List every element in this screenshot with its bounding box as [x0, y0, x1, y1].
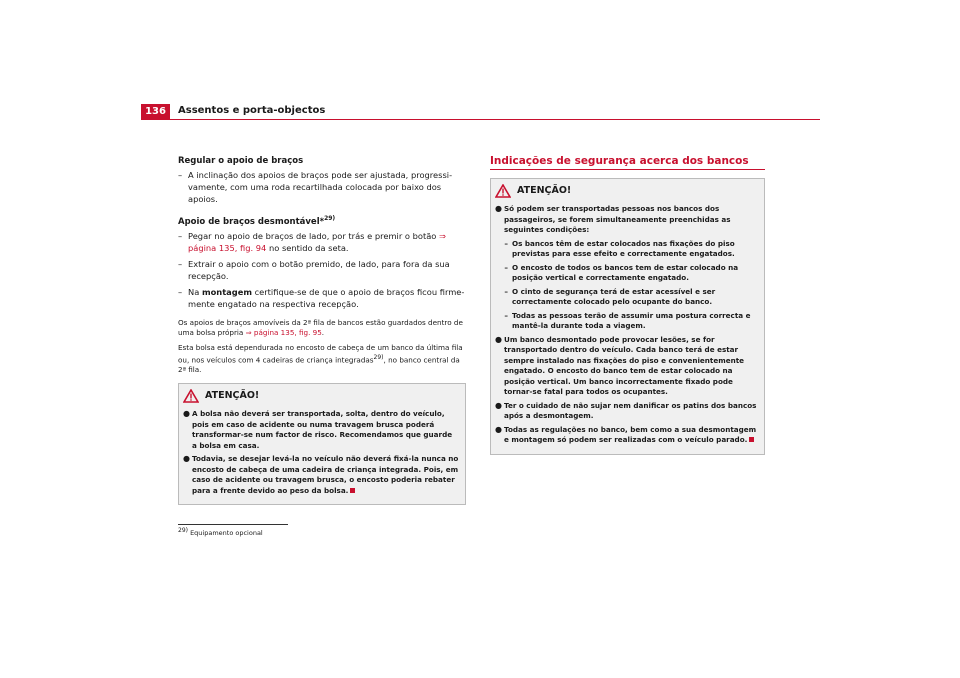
running-title: Assentos e porta-objectos	[178, 105, 326, 116]
warning-subitem: – Todas as pessoas terão de assumir uma postura correcta e mantê-la durante toda a viagem.	[504, 310, 751, 330]
right-column	[490, 155, 765, 455]
warning-box	[490, 178, 765, 455]
footnote-ref: 29)	[324, 215, 336, 222]
warning-subitem: – O encosto de todos os bancos tem de estar colocado na posição vertical e correctamente engatado.	[504, 262, 739, 282]
warning-label: ATENÇÃO!	[517, 184, 572, 196]
list-item: – Pegar no apoio de braços de lado, por trás e premir o botão ⇒ página 135, fig. 94 no sentido da seta.	[178, 230, 446, 253]
warning-bullet: ● Todas as regulações no banco, bem como a sua desmontagem e montagem só podem ser realizadas com o veículo parado.	[495, 424, 757, 444]
list-item: – Extrair o apoio com o botão premido, de lado, para fora da sua recepção.	[178, 258, 450, 281]
page-reference-link[interactable]: ⇒ página 135, fig. 94	[188, 230, 446, 253]
warning-subitem: – O cinto de segurança terá de estar acessível e ser correctamente colocado pelo ocupante do banco.	[504, 286, 716, 306]
footnote: $^{29)}$ Equipamento opcional	[178, 527, 263, 538]
warning-subitem: – Os bancos têm de estar colocados nas fixações do piso previstas para esse efeito e correctamente engatados.	[504, 238, 735, 258]
section-title: Indicações de segurança acerca dos bancos	[490, 155, 765, 170]
left-column	[178, 155, 468, 505]
warning-label: ATENÇÃO!	[205, 389, 260, 401]
heading-apoio-desmontavel: Apoio de braços desmontável*$^{29)}$	[178, 215, 336, 227]
footnote-ref: 29)	[373, 353, 384, 361]
page-number: 136	[141, 104, 170, 119]
warning-bullet: ● Um banco desmontado pode provocar lesões, se for transportado dentro do veículo. Cada banco terá de estar sempre instalado nas fixações do piso e convenientemente engatado. O encosto do banco tem de estar colocado na posição vertical. Um banco incorrectamente fixado pode tornar-se fatal para todos os ocupantes.	[495, 334, 745, 396]
heading-regular-apoio: Regular o apoio de braços	[178, 156, 304, 166]
warning-bullet: ● Ter o cuidado de não sujar nem danificar os patins dos bancos após a desmontagem.	[495, 400, 757, 420]
warning-triangle-icon	[183, 389, 199, 403]
warning-triangle-icon	[495, 184, 511, 198]
warning-bullet: ● Só podem ser transportadas pessoas nos bancos dos passageiros, se forem simultaneamente preenchidas as seguintes condições:	[495, 204, 731, 234]
list-item: – A inclinação dos apoios de braços pode ser ajustada, progressi-vamente, com uma roda recartilhada colocada por baixo dos apoios.	[178, 170, 453, 204]
end-mark-icon	[749, 437, 754, 442]
note-text: Os apoios de braços amovíveis da 2ª fila de bancos estão guardados dentro de uma bolsa própria ⇒ página 135, fig. 95. Esta bolsa está dependurada no encosto de cabeça de um banco da última fila ou, nos veículos com 4 cadeiras de criança integradas$^{29)}$, no banco central da 2ª fila.	[178, 317, 463, 375]
page-reference-link[interactable]: ⇒ página 135, fig. 95	[245, 327, 322, 337]
warning-bullet: ● A bolsa não deverá ser transportada, solta, dentro do veículo, pois em caso de acidente ou numa travagem brusca poderá transformar-se num factor de risco. Recomendamos que guarde a bolsa em casa.	[183, 409, 453, 450]
list-item: – Na montagem certifique-se de que o apoio de braços ficou firme-mente engatado na respectiva recepção.	[178, 286, 465, 309]
footnote-rule	[178, 524, 288, 525]
header-rule	[141, 119, 820, 120]
warning-bullet: ● Todavia, se desejar levá-la no veículo não deverá fixá-la nunca no encosto de cabeça de uma cadeira de criança integrada. Pois, em caso de acidente ou travagem brusca, o encosto poderia rebater para a frente devido ao peso da bolsa.	[183, 454, 459, 495]
end-mark-icon	[350, 488, 355, 493]
warning-box	[178, 383, 466, 505]
